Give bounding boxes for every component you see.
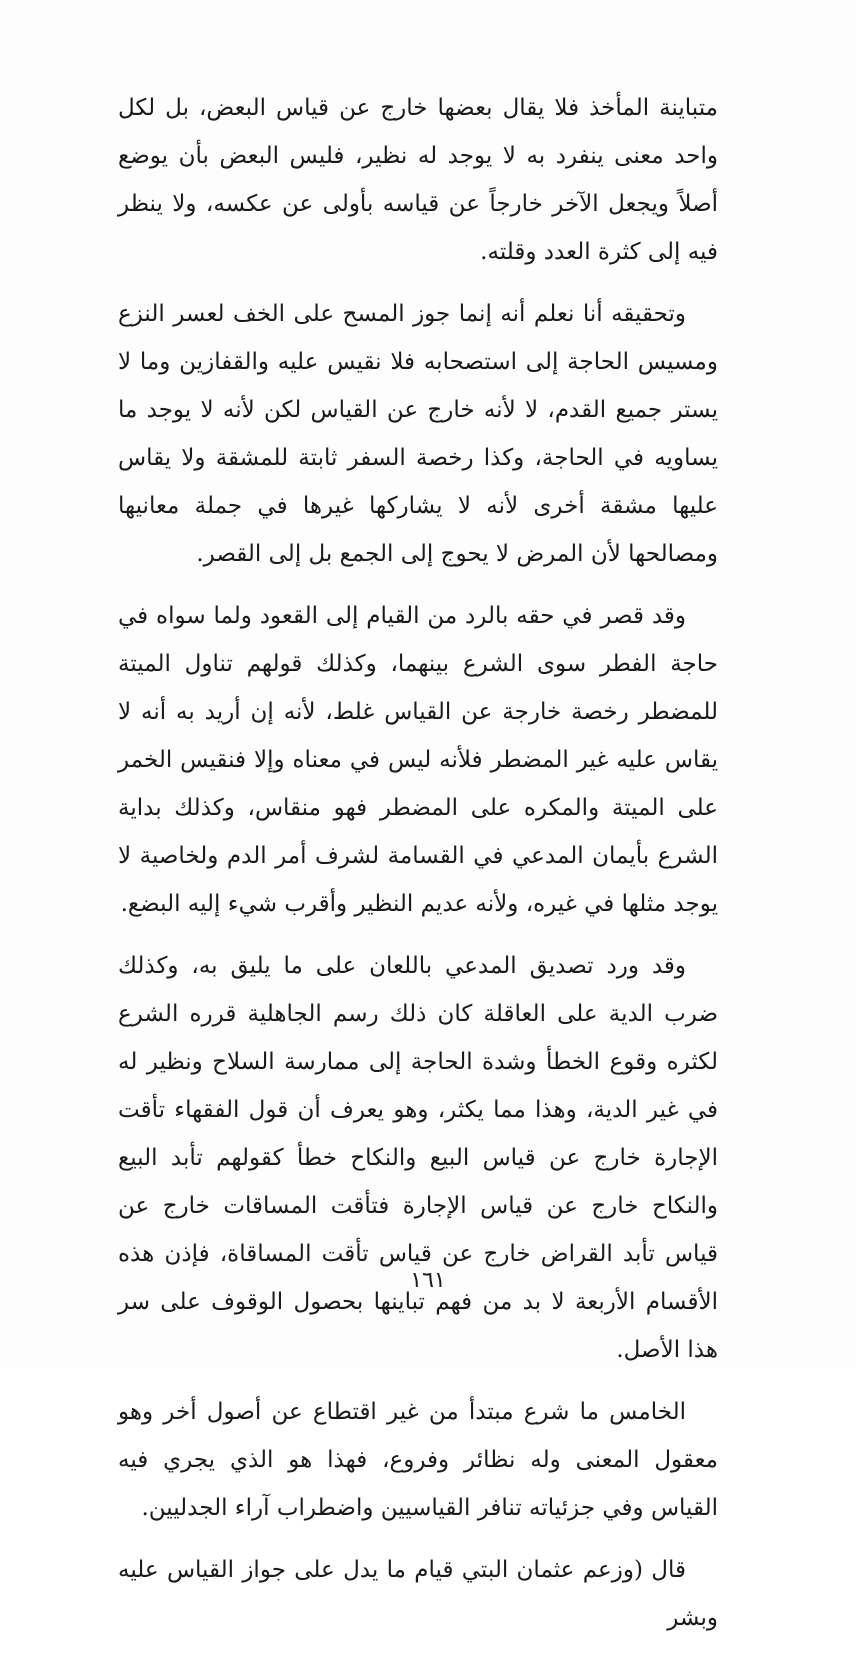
paragraph-1: متباينة المأخذ فلا يقال بعضها خارج عن قياس البعض، بل لكل واحد معنى ينفرد به لا يوجد له نظير، فليس البعض بأن يوضع أصلاً ويجعل الآخر خارجاً عن قياسه بأولى عن عكسه، ولا ينظر فيه إلى كثرة العدد وقلته. <box>118 95 718 265</box>
paragraph-3: وقد قصر في حقه بالرد من القيام إلى القعود ولما سواه في حاجة الفطر سوى الشرع بينهما، وكذلك قولهم تناول الميتة للمضطر رخصة خارجة عن القياس غلط، لأنه إن أريد به أنه لا يقاس عليه غير المضطر فلأنه ليس في معناه وإلا فنقيس الخمر على الميتة والمكره على المضطر فهو منقاس، وكذلك بداية الشرع بأيمان المدعي في القسامة لشرف أمر الدم ولخاصية لا يوجد مثلها في غيره، ولأنه عديم النظير وأقرب شيء إليه البضع. <box>118 603 718 917</box>
paragraph-5: الخامس ما شرع مبتدأ من غير اقتطاع عن أصول أخر وهو معقول المعنى وله نظائر وفروع، فهذا هو الذي يجري فيه القياس وفي جزئياته تنافر القياسيين واضطراب آراء الجدليين. <box>118 1399 718 1521</box>
body-text <box>118 84 718 1656</box>
paragraph-2: وتحقيقه أنا نعلم أنه إنما جوز المسح على الخف لعسر النزع ومسيس الحاجة إلى استصحابه فلا نقيس عليه والقفازين وما لا يستر جميع القدم، لا لأنه خارج عن القياس لكن لأنه لا يوجد ما يساويه في الحاجة، وكذا رخصة السفر ثابتة للمشقة ولا يقاس عليها مشقة أخرى لأنه لا يشاركها غيرها في جملة معانيها ومصالحها لأن المرض لا يحوج إلى الجمع بل إلى القصر. <box>118 301 718 567</box>
page-number: ١٦١ <box>410 1268 446 1293</box>
paragraph-4: وقد ورد تصديق المدعي باللعان على ما يليق به، وكذلك ضرب الدية على العاقلة كان ذلك رسم الجاهلية قرره الشرع لكثره وقوع الخطأ وشدة الحاجة إلى ممارسة السلاح ونظير له في غير الدية، وهذا مما يكثر، وهو يعرف أن قول الفقهاء تأقت الإجارة خارج عن قياس البيع والنكاح خطأ كقولهم تأبد البيع والنكاح خارج عن قياس الإجارة فتأقت المساقات خارج عن قياس تأبد القراض خارج عن قياس تأقت المساقاة، فإذن هذه الأقسام الأربعة لا بد من فهم تباينها بحصول الوقوف على سر هذا الأصل. <box>118 953 718 1363</box>
paragraph-6: قال (وزعم عثمان البتي قيام ما يدل على جواز القياس عليه وبشر <box>118 1557 718 1631</box>
